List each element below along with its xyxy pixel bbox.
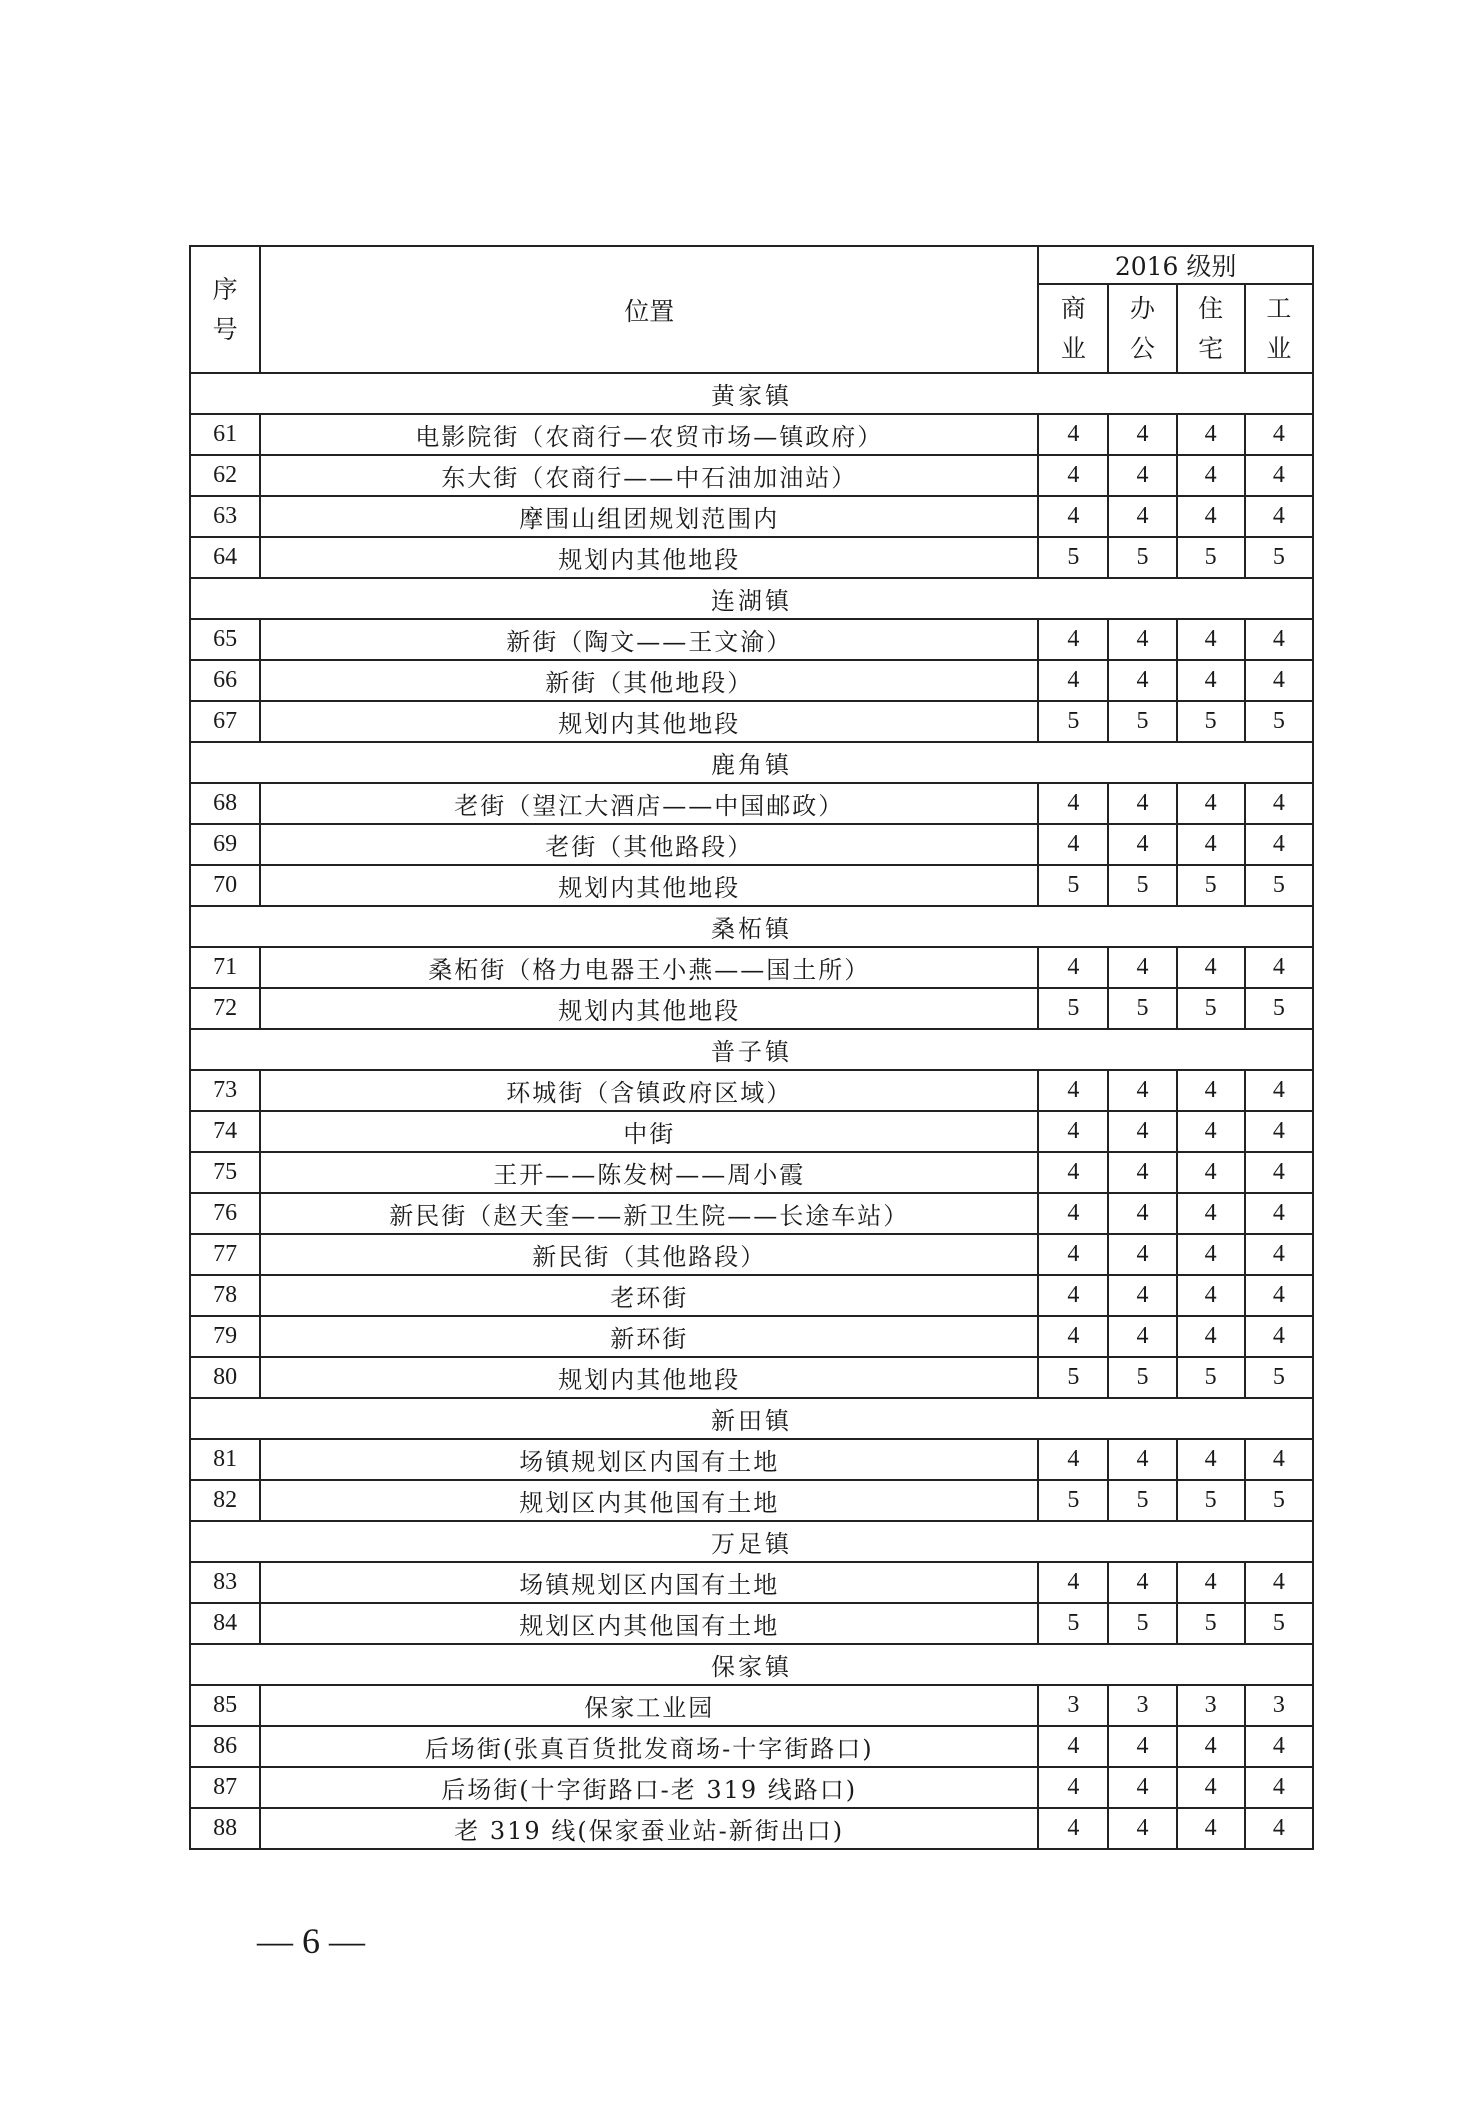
office-level: 4 (1108, 619, 1176, 660)
table-row (190, 947, 1313, 988)
residential-level: 5 (1177, 701, 1245, 742)
row-number: 79 (190, 1316, 260, 1357)
commercial-level: 5 (1038, 1603, 1108, 1644)
office-level: 4 (1108, 1767, 1176, 1808)
industrial-level: 4 (1245, 619, 1313, 660)
row-location: 老 319 线(保家蚕业站-新街出口) (260, 1808, 1038, 1849)
office-level: 4 (1108, 1193, 1176, 1234)
table-row (190, 1152, 1313, 1193)
row-location: 中街 (260, 1111, 1038, 1152)
industrial-level: 4 (1245, 1767, 1313, 1808)
table-row (190, 865, 1313, 906)
table-body (190, 373, 1313, 1849)
section-title: 黄家镇 (190, 373, 1313, 414)
residential-level: 4 (1177, 1275, 1245, 1316)
section-title: 万足镇 (190, 1521, 1313, 1562)
row-number: 75 (190, 1152, 260, 1193)
industrial-level: 4 (1245, 824, 1313, 865)
industrial-level: 4 (1245, 1275, 1313, 1316)
residential-level: 4 (1177, 1193, 1245, 1234)
seq-header (190, 246, 260, 373)
section-title: 鹿角镇 (190, 742, 1313, 783)
row-number: 68 (190, 783, 260, 824)
land-level-table (189, 245, 1314, 1850)
commercial-level: 4 (1038, 1234, 1108, 1275)
industrial-level: 5 (1245, 701, 1313, 742)
table-row (190, 783, 1313, 824)
residential-level: 4 (1177, 1070, 1245, 1111)
industrial-level: 4 (1245, 947, 1313, 988)
row-location: 环城街（含镇政府区域） (260, 1070, 1038, 1111)
section-row (190, 1521, 1313, 1562)
row-location: 桑柘街（格力电器王小燕——国土所） (260, 947, 1038, 988)
table-row (190, 1234, 1313, 1275)
row-location: 电影院街（农商行—农贸市场—镇政府） (260, 414, 1038, 455)
commercial-level: 4 (1038, 1316, 1108, 1357)
industrial-level: 4 (1245, 1193, 1313, 1234)
industrial-level: 4 (1245, 1152, 1313, 1193)
industrial-level: 5 (1245, 537, 1313, 578)
commercial-level: 4 (1038, 1562, 1108, 1603)
office-level: 5 (1108, 537, 1176, 578)
residential-level: 5 (1177, 988, 1245, 1029)
office-level: 4 (1108, 414, 1176, 455)
table-row (190, 988, 1313, 1029)
commercial-level: 4 (1038, 1152, 1108, 1193)
commercial-level: 5 (1038, 988, 1108, 1029)
industrial-level: 4 (1245, 660, 1313, 701)
table-row (190, 701, 1313, 742)
row-location: 规划区内其他国有土地 (260, 1480, 1038, 1521)
section-title: 普子镇 (190, 1029, 1313, 1070)
residential-level: 4 (1177, 1439, 1245, 1480)
residential-level: 5 (1177, 865, 1245, 906)
commercial-level: 4 (1038, 947, 1108, 988)
table-row (190, 1439, 1313, 1480)
row-location: 新街（陶文——王文渝） (260, 619, 1038, 660)
commercial-level: 4 (1038, 1439, 1108, 1480)
row-number: 64 (190, 537, 260, 578)
office-header: 办 公 (1108, 284, 1176, 373)
row-number: 80 (190, 1357, 260, 1398)
section-row (190, 1029, 1313, 1070)
row-number: 77 (190, 1234, 260, 1275)
office-level: 5 (1108, 865, 1176, 906)
residential-level: 4 (1177, 1562, 1245, 1603)
office-level: 4 (1108, 496, 1176, 537)
industrial-level: 4 (1245, 783, 1313, 824)
row-location: 规划内其他地段 (260, 1357, 1038, 1398)
row-number: 65 (190, 619, 260, 660)
office-level: 4 (1108, 1070, 1176, 1111)
table-row (190, 824, 1313, 865)
row-location: 后场街(十字街路口-老 319 线路口) (260, 1767, 1038, 1808)
industrial-level: 4 (1245, 1808, 1313, 1849)
table-row (190, 414, 1313, 455)
row-location: 老街（其他路段） (260, 824, 1038, 865)
row-location: 规划内其他地段 (260, 865, 1038, 906)
table-row (190, 1316, 1313, 1357)
office-level: 5 (1108, 1603, 1176, 1644)
industrial-level: 4 (1245, 455, 1313, 496)
table-row (190, 496, 1313, 537)
table-row (190, 1480, 1313, 1521)
row-number: 66 (190, 660, 260, 701)
industrial-header: 工 业 (1245, 284, 1313, 373)
industrial-level: 4 (1245, 1316, 1313, 1357)
row-location: 新民街（赵天奎——新卫生院——长途车站） (260, 1193, 1038, 1234)
section-title: 连湖镇 (190, 578, 1313, 619)
row-number: 76 (190, 1193, 260, 1234)
table-row (190, 1193, 1313, 1234)
row-location: 规划内其他地段 (260, 988, 1038, 1029)
industrial-level: 5 (1245, 988, 1313, 1029)
table-row (190, 1767, 1313, 1808)
commercial-level: 4 (1038, 1808, 1108, 1849)
office-level: 4 (1108, 660, 1176, 701)
office-level: 4 (1108, 1562, 1176, 1603)
row-number: 84 (190, 1603, 260, 1644)
residential-level: 4 (1177, 1111, 1245, 1152)
office-level: 4 (1108, 1111, 1176, 1152)
commercial-level: 5 (1038, 701, 1108, 742)
row-number: 69 (190, 824, 260, 865)
table-row (190, 1808, 1313, 1849)
office-level: 4 (1108, 455, 1176, 496)
office-level: 5 (1108, 988, 1176, 1029)
section-row (190, 1644, 1313, 1685)
commercial-level: 4 (1038, 783, 1108, 824)
table-row (190, 1726, 1313, 1767)
section-title: 桑柘镇 (190, 906, 1313, 947)
commercial-level: 5 (1038, 865, 1108, 906)
table-row (190, 1070, 1313, 1111)
residential-level: 4 (1177, 1316, 1245, 1357)
row-location: 老街（望江大酒店——中国邮政） (260, 783, 1038, 824)
row-location: 规划区内其他国有土地 (260, 1603, 1038, 1644)
industrial-level: 4 (1245, 414, 1313, 455)
row-location: 后场街(张真百货批发商场-十字街路口) (260, 1726, 1038, 1767)
residential-level: 4 (1177, 947, 1245, 988)
row-location: 老环街 (260, 1275, 1038, 1316)
commercial-level: 3 (1038, 1685, 1108, 1726)
residential-level: 4 (1177, 1767, 1245, 1808)
office-level: 4 (1108, 1808, 1176, 1849)
row-location: 新民街（其他路段） (260, 1234, 1038, 1275)
location-header: 位置 (260, 246, 1038, 373)
office-level: 4 (1108, 1726, 1176, 1767)
row-location: 保家工业园 (260, 1685, 1038, 1726)
row-location: 王开——陈发树——周小霞 (260, 1152, 1038, 1193)
office-level: 4 (1108, 1316, 1176, 1357)
residential-level: 4 (1177, 455, 1245, 496)
residential-level: 4 (1177, 1234, 1245, 1275)
table-row (190, 1562, 1313, 1603)
office-level: 5 (1108, 1357, 1176, 1398)
table-row (190, 1603, 1313, 1644)
office-level: 4 (1108, 824, 1176, 865)
row-number: 61 (190, 414, 260, 455)
table-row (190, 1111, 1313, 1152)
industrial-level: 5 (1245, 1357, 1313, 1398)
row-number: 88 (190, 1808, 260, 1849)
industrial-level: 5 (1245, 865, 1313, 906)
commercial-level: 4 (1038, 1275, 1108, 1316)
row-location: 摩围山组团规划范围内 (260, 496, 1038, 537)
section-row (190, 906, 1313, 947)
industrial-level: 4 (1245, 1070, 1313, 1111)
residential-header: 住 宅 (1177, 284, 1245, 373)
residential-level: 4 (1177, 1152, 1245, 1193)
row-number: 71 (190, 947, 260, 988)
section-title: 保家镇 (190, 1644, 1313, 1685)
commercial-level: 4 (1038, 496, 1108, 537)
table-row (190, 1275, 1313, 1316)
section-row (190, 742, 1313, 783)
commercial-level: 5 (1038, 1480, 1108, 1521)
commercial-level: 4 (1038, 1193, 1108, 1234)
residential-level: 5 (1177, 537, 1245, 578)
commercial-level: 4 (1038, 1070, 1108, 1111)
section-row (190, 1398, 1313, 1439)
office-level: 4 (1108, 1275, 1176, 1316)
row-location: 新环街 (260, 1316, 1038, 1357)
row-number: 73 (190, 1070, 260, 1111)
row-number: 72 (190, 988, 260, 1029)
residential-level: 4 (1177, 414, 1245, 455)
industrial-level: 4 (1245, 1439, 1313, 1480)
row-number: 83 (190, 1562, 260, 1603)
row-number: 87 (190, 1767, 260, 1808)
table-row (190, 1685, 1313, 1726)
row-number: 85 (190, 1685, 260, 1726)
commercial-level: 5 (1038, 537, 1108, 578)
page-number: — 6 — (257, 1921, 365, 1961)
commercial-level: 4 (1038, 414, 1108, 455)
section-title: 新田镇 (190, 1398, 1313, 1439)
table-row (190, 537, 1313, 578)
row-number: 86 (190, 1726, 260, 1767)
industrial-level: 5 (1245, 1480, 1313, 1521)
seq-header-char-1: 序 (212, 274, 238, 304)
section-row (190, 373, 1313, 414)
row-number: 82 (190, 1480, 260, 1521)
residential-level: 4 (1177, 496, 1245, 537)
row-number: 67 (190, 701, 260, 742)
residential-level: 5 (1177, 1603, 1245, 1644)
table-row (190, 660, 1313, 701)
office-level: 4 (1108, 1152, 1176, 1193)
table-row (190, 619, 1313, 660)
seq-header-char-2: 号 (212, 314, 238, 344)
industrial-level: 5 (1245, 1603, 1313, 1644)
industrial-level: 4 (1245, 1111, 1313, 1152)
row-location: 新街（其他地段） (260, 660, 1038, 701)
residential-level: 4 (1177, 619, 1245, 660)
commercial-level: 4 (1038, 619, 1108, 660)
section-row (190, 578, 1313, 619)
land-level-table-wrapper (189, 245, 1314, 1850)
commercial-level: 5 (1038, 1357, 1108, 1398)
commercial-level: 4 (1038, 1767, 1108, 1808)
row-number: 81 (190, 1439, 260, 1480)
industrial-level: 4 (1245, 496, 1313, 537)
office-level: 5 (1108, 1480, 1176, 1521)
row-number: 63 (190, 496, 260, 537)
industrial-level: 4 (1245, 1234, 1313, 1275)
office-level: 4 (1108, 783, 1176, 824)
commercial-level: 4 (1038, 455, 1108, 496)
table-row (190, 455, 1313, 496)
office-level: 3 (1108, 1685, 1176, 1726)
commercial-header: 商 业 (1038, 284, 1108, 373)
commercial-level: 4 (1038, 1726, 1108, 1767)
residential-level: 5 (1177, 1357, 1245, 1398)
table-row (190, 1357, 1313, 1398)
industrial-level: 4 (1245, 1562, 1313, 1603)
row-location: 规划内其他地段 (260, 537, 1038, 578)
row-location: 场镇规划区内国有土地 (260, 1439, 1038, 1480)
residential-level: 4 (1177, 1808, 1245, 1849)
row-number: 74 (190, 1111, 260, 1152)
row-number: 62 (190, 455, 260, 496)
office-level: 5 (1108, 701, 1176, 742)
residential-level: 4 (1177, 783, 1245, 824)
industrial-level: 3 (1245, 1685, 1313, 1726)
residential-level: 3 (1177, 1685, 1245, 1726)
row-number: 70 (190, 865, 260, 906)
residential-level: 4 (1177, 1726, 1245, 1767)
residential-level: 4 (1177, 660, 1245, 701)
row-number: 78 (190, 1275, 260, 1316)
office-level: 4 (1108, 1439, 1176, 1480)
industrial-level: 4 (1245, 1726, 1313, 1767)
commercial-level: 4 (1038, 1111, 1108, 1152)
row-location: 场镇规划区内国有土地 (260, 1562, 1038, 1603)
level-group-header: 2016 级别 (1038, 246, 1313, 284)
row-location: 规划内其他地段 (260, 701, 1038, 742)
office-level: 4 (1108, 1234, 1176, 1275)
row-location: 东大街（农商行——中石油加油站） (260, 455, 1038, 496)
commercial-level: 4 (1038, 824, 1108, 865)
commercial-level: 4 (1038, 660, 1108, 701)
residential-level: 5 (1177, 1480, 1245, 1521)
residential-level: 4 (1177, 824, 1245, 865)
office-level: 4 (1108, 947, 1176, 988)
